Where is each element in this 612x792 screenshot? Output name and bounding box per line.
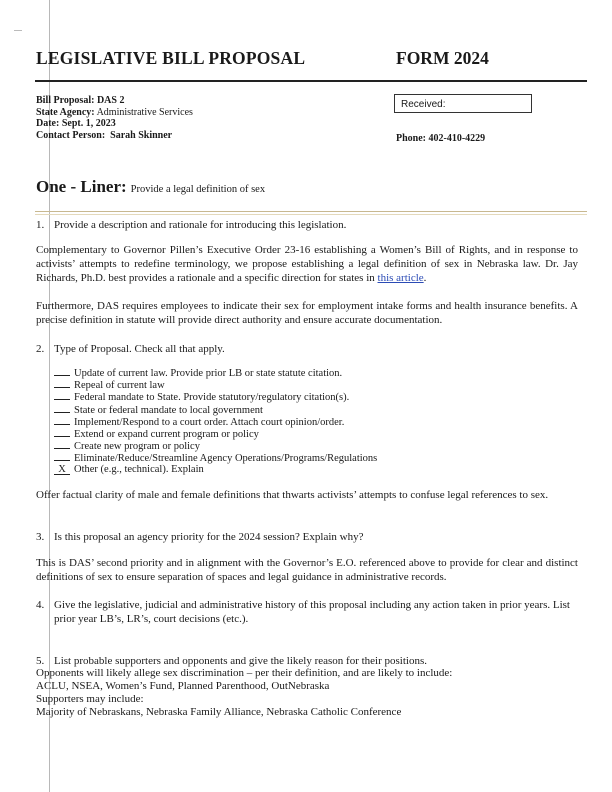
received-box[interactable]: [394, 94, 532, 113]
question-1-text: Provide a description and rationale for introducing this legislation.: [54, 219, 347, 231]
option-checkbox[interactable]: [54, 451, 70, 461]
state-agency-label: State Agency:: [36, 106, 95, 118]
option-label: Eliminate/Reduce/Streamline Agency Operations/Programs/Regulations: [74, 453, 378, 465]
question-4-text: Give the legislative, judicial and administrative history of this proposal including any action taken in prior years. List prior year LB’s, LR’s, court decisions (etc.).: [54, 599, 570, 625]
question-3: [36, 530, 363, 544]
option-checkbox[interactable]: [54, 415, 70, 425]
state-agency-line: [36, 107, 193, 119]
contact-value: Sarah Skinner: [110, 130, 173, 141]
one-liner-label: One - Liner:: [36, 177, 127, 196]
opponents-line: Opponents will likely allege sex discrimination – per their definition, and are likely to include:: [36, 667, 453, 679]
supporters-line: Supporters may include:: [36, 693, 144, 705]
supporters-list: Majority of Nebraskans, Nebraska Family Alliance, Nebraska Catholic Conference: [36, 706, 402, 718]
opponents-list: ACLU, NSEA, Women’s Fund, Planned Parenthood, OutNebraska: [36, 680, 330, 692]
option-label: Create new program or policy: [74, 441, 200, 453]
one-liner-text: Provide a legal definition of sex: [130, 184, 266, 195]
section-rule: [35, 211, 587, 212]
option-checkbox[interactable]: [54, 427, 70, 437]
option-checkbox[interactable]: [54, 378, 70, 388]
option-label: Update of current law. Provide prior LB or state statute citation.: [74, 368, 343, 379]
option-checkbox[interactable]: [54, 403, 70, 413]
question-2-text: Type of Proposal. Check all that apply.: [54, 343, 225, 355]
question-1: [36, 218, 346, 232]
para1-end: .: [423, 272, 427, 284]
bill-proposal-line: [36, 95, 124, 107]
option-checkbox[interactable]: [54, 439, 70, 449]
date-line: [36, 118, 116, 130]
pen-mark: [14, 30, 22, 31]
question-4-number: 4.: [36, 599, 45, 611]
option-checkbox[interactable]: [54, 366, 70, 376]
option-label: Repeal of current law: [74, 380, 165, 392]
question-1-number: 1.: [36, 219, 45, 231]
question-2: [36, 342, 225, 356]
state-agency-value: Administrative Services: [96, 106, 193, 118]
question-1-answer-para2: Furthermore, DAS requires employees to indicate their sex for employment intake forms and health insurance benefits. A precise definition in statute will provide direct authority and ensure accurate documentation.: [36, 300, 578, 326]
question-5-number: 5.: [36, 655, 45, 667]
option-checkbox[interactable]: X: [54, 465, 70, 475]
phone-number: Phone: 402-410-4229: [396, 133, 486, 144]
question-3-answer: This is DAS’ second priority and in alignment with the Governor’s E.O. referenced above to provide for clear and distinct definitions of sex to ensure separation of spaces and legal guidance in administrative records.: [36, 557, 578, 583]
received-label: Received:: [401, 99, 446, 110]
bill-proposal-label: Bill Proposal:: [36, 95, 95, 106]
para1-text: Complementary to Governor Pillen’s Executive Order 23-16 establishing a Women’s Bill of Rights, and in response to activists’ attempts to redefine terminology, we propose establishing a legal definition of sex in Nebraska law. Dr. Jay Richards, Ph.D. best provides a rationale and a specific direction for states in: [36, 244, 578, 284]
question-5: [36, 654, 427, 668]
title-rule: [35, 80, 587, 82]
option-label: Other (e.g., technical). Explain: [74, 463, 204, 475]
question-3-text: Is this proposal an agency priority for the 2024 session? Explain why?: [54, 531, 364, 543]
question-1-answer-para1: [36, 243, 578, 285]
option-label: State or federal mandate to local government: [74, 404, 263, 416]
question-5-text: List probable supporters and opponents and give the likely reason for their positions.: [54, 655, 428, 667]
proposal-option[interactable]: [54, 464, 204, 476]
section-rule-shadow: [35, 214, 587, 215]
one-liner: [36, 177, 265, 197]
form-title: LEGISLATIVE BILL PROPOSAL: [36, 48, 306, 68]
option-label: Federal mandate to State. Provide statutory/regulatory citation(s).: [74, 392, 350, 404]
date-value: Sept. 1, 2023: [61, 118, 116, 129]
contact-line: [36, 130, 172, 142]
option-label: Extend or expand current program or policy: [74, 429, 259, 440]
form-number: FORM 2024: [396, 48, 489, 68]
bill-proposal-value: DAS 2: [96, 95, 125, 106]
question-3-number: 3.: [36, 531, 45, 543]
option-checkbox[interactable]: [54, 390, 70, 400]
question-2-number: 2.: [36, 343, 45, 355]
question-2-answer: Offer factual clarity of male and female definitions that thwarts activists’ attempts to confuse legal references to sex.: [36, 489, 549, 501]
contact-label: Contact Person:: [36, 130, 106, 141]
date-label: Date:: [36, 118, 60, 129]
option-label: Implement/Respond to a court order. Attach court opinion/order.: [74, 416, 345, 428]
article-link[interactable]: this article: [377, 272, 424, 284]
